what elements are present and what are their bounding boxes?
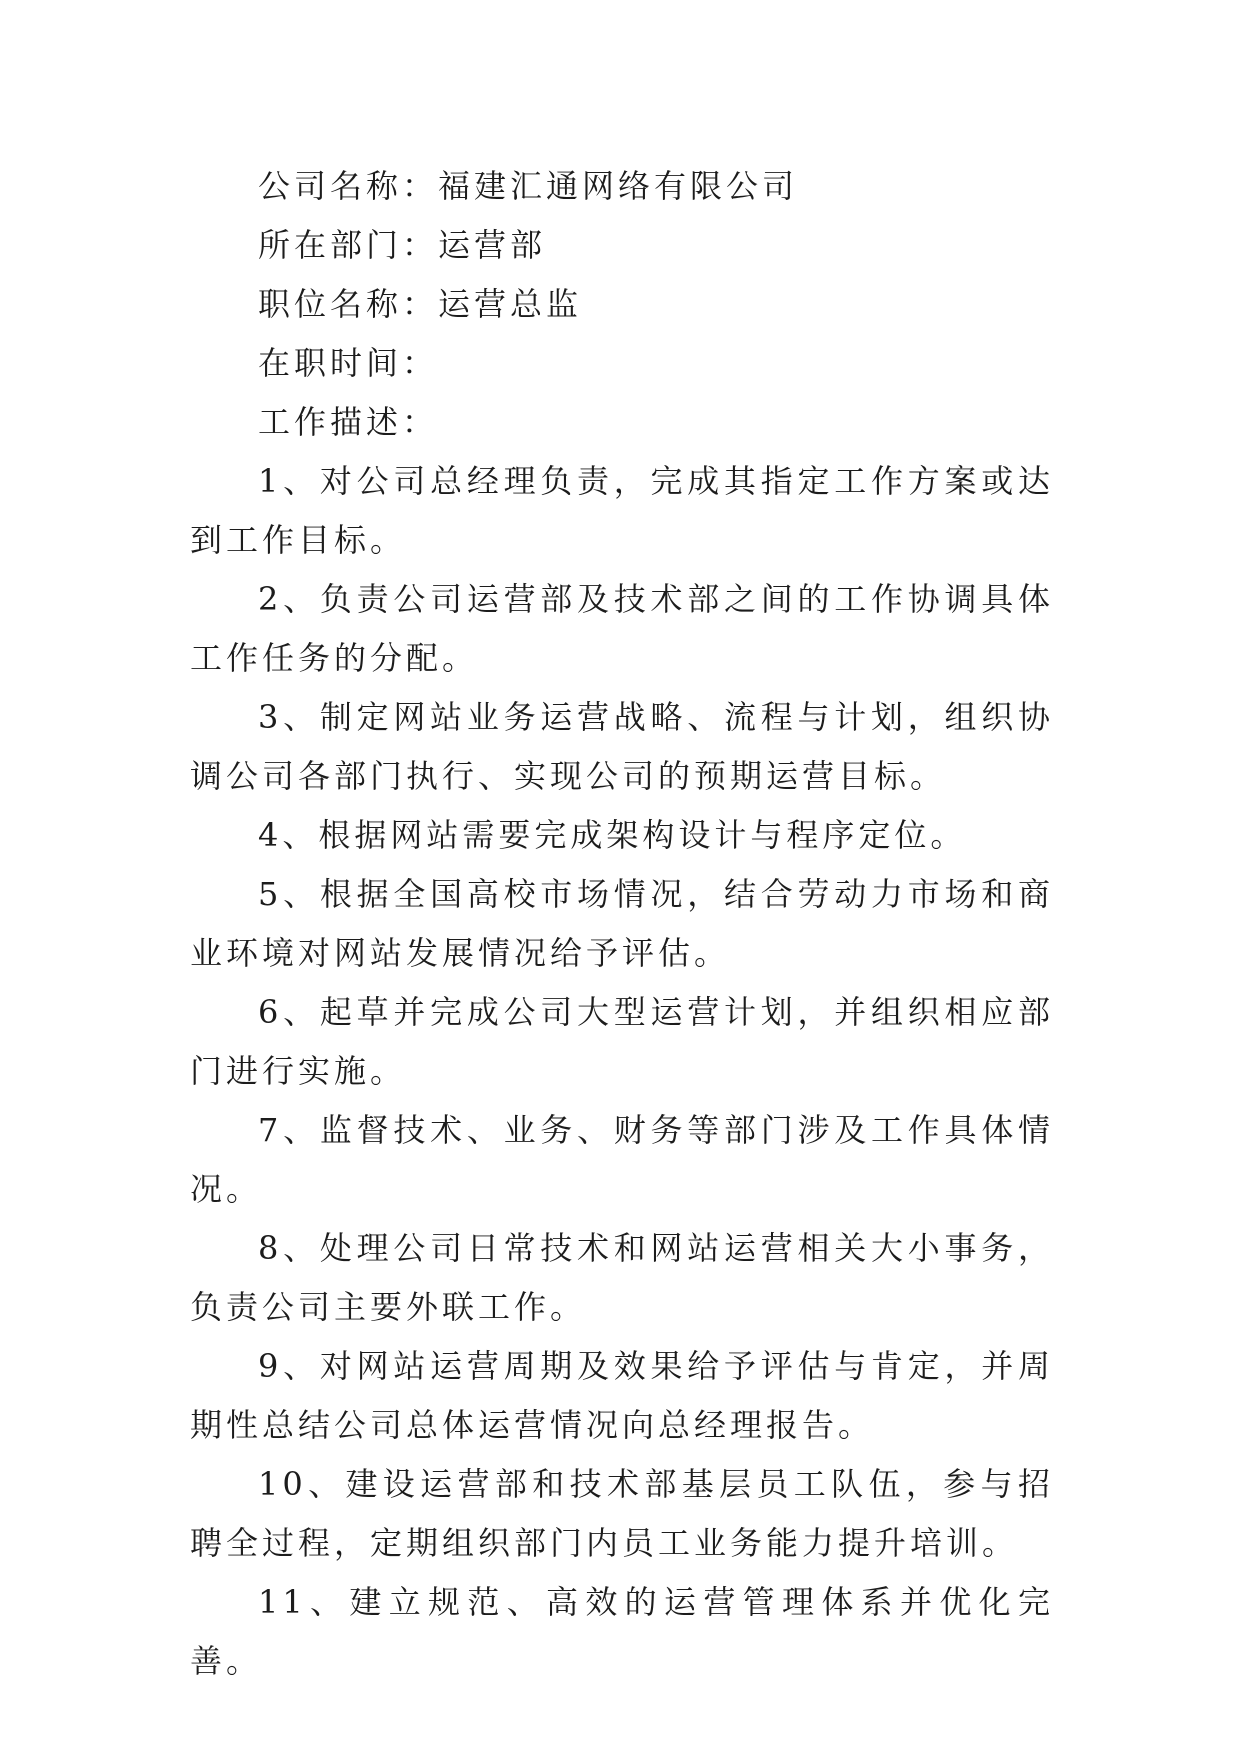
field-value: 运营部 (438, 226, 547, 264)
duty-item: 9、对网站运营周期及效果给予评估与肯定，并周期性总结公司总体运营情况向总经理报告。 (190, 1347, 1054, 1444)
field-value: 运营总监 (438, 285, 583, 323)
duty-item: 4、根据网站需要完成架构设计与程序定位。 (258, 816, 967, 854)
field-value: 福建汇通网络有限公司 (438, 167, 799, 205)
department-field (190, 216, 1054, 275)
position-field (190, 275, 1054, 334)
field-label: 工作描述： (258, 403, 439, 441)
duty-item: 8、处理公司日常技术和网站运营相关大小事务，负责公司主要外联工作。 (190, 1229, 1054, 1326)
duty-item: 3、制定网站业务运营战略、流程与计划，组织协调公司各部门执行、实现公司的预期运营目标。 (190, 698, 1054, 795)
duty-item: 1、对公司总经理负责，完成其指定工作方案或达到工作目标。 (190, 462, 1054, 559)
field-label: 公司名称： (258, 167, 439, 205)
duty-item: 7、监督技术、业务、财务等部门涉及工作具体情况。 (190, 1111, 1054, 1208)
field-label: 在职时间： (258, 344, 439, 382)
field-label: 所在部门： (258, 226, 439, 264)
job-description-field (190, 393, 1054, 452)
duty-item: 6、起草并完成公司大型运营计划，并组织相应部门进行实施。 (190, 993, 1054, 1090)
duty-item: 2、负责公司运营部及技术部之间的工作协调具体工作任务的分配。 (190, 580, 1054, 677)
duty-item: 5、根据全国高校市场情况，结合劳动力市场和商业环境对网站发展情况给予评估。 (190, 875, 1054, 972)
company-name-field (190, 157, 1054, 216)
field-label: 职位名称： (258, 285, 439, 323)
tenure-field (190, 334, 1054, 393)
duty-item: 10、建设运营部和技术部基层员工队伍，参与招聘全过程，定期组织部门内员工业务能力提升培训。 (190, 1465, 1054, 1562)
document-body (190, 157, 1054, 1691)
duty-item: 11、建立规范、高效的运营管理体系并优化完善。 (190, 1583, 1054, 1680)
